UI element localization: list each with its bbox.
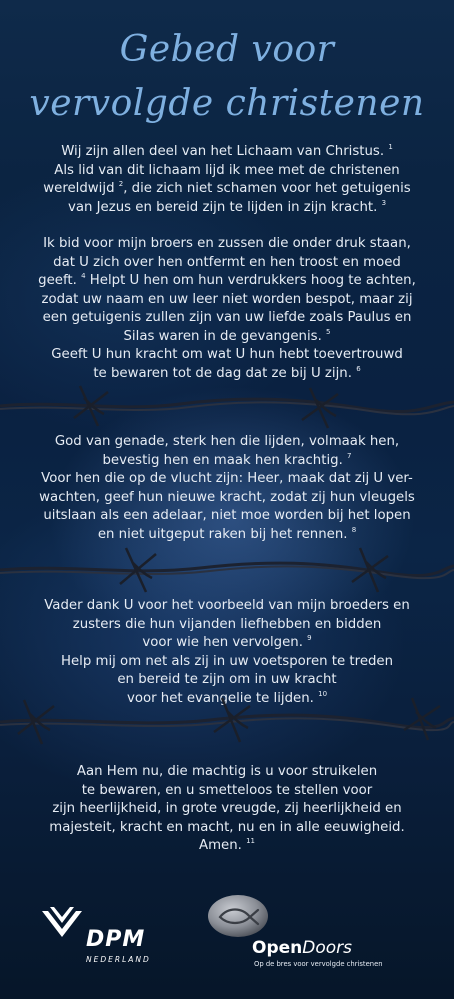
line-text: wachten, geef hun nieuwe kracht, zodat zij hun vleugels [39,489,415,505]
paragraph-1 [0,143,454,217]
open-doors-tagline: Op de bres voor vervolgde christenen [254,960,383,968]
line-text: Aan Hem nu, die machtig is u voor struikelen [76,764,378,779]
line-text: zijn heerlijkheid, in grote vreugde, zij heerlijkheid en [52,801,402,816]
dpm-subtitle: NEDERLAND [86,955,151,964]
line-text: bevestig hen en maak hen krachtig. [102,452,343,468]
paragraph-line [0,597,454,616]
dpm-name: DPM [86,927,146,952]
barbed-wire-divider-2 [0,540,454,600]
line-text: majesteit, kracht en macht, nu en in alle eeuwigheid. [49,819,405,835]
paragraph-line [0,235,454,254]
line-text-continued: Helpt U hen om hun verdrukkers hoog te achten, [85,273,416,288]
line-text: God van genade, sterk hen die lijden, volmaak hen, [54,434,400,449]
paragraph-line [0,309,454,328]
line-text: Voor hen die op de vlucht zijn: Heer, maak dat zij U ver- [41,471,413,486]
dpm-wings-icon [40,905,84,945]
line-text: Help mij om net als zij in uw voetsporen te treden [60,653,394,669]
line-text: Wij zijn allen deel van het Lichaam van Christus. [61,144,385,159]
paragraph-line [0,470,454,489]
paragraph-line [0,763,454,782]
paragraph-line [0,634,454,653]
footnote-marker: 11 [246,837,256,845]
footnote-marker: 6 [356,364,361,373]
paragraph-line [0,782,454,801]
line-text: en niet uitgeput raken bij het rennen. [97,526,348,542]
line-text: te bewaren tot de dag dat ze bij U zijn. [93,365,352,381]
line-text: voor wie hen vervolgen. [142,635,303,650]
line-text: uitslaan als een adelaar, niet moe worden bij het lopen [43,508,411,523]
footnote-marker: 10 [318,689,328,698]
paragraph-2 [0,235,454,383]
line-text: zodat uw naam en uw leer niet worden bespot, maar zij [41,291,413,307]
paragraph-line [0,489,454,508]
line-text: van Jezus en bereid zijn te lijden in zijn kracht. [67,199,378,215]
paragraph-line [0,254,454,273]
line-text: geeft. [38,273,77,288]
line-text: te bewaren, en u smetteloos te stellen voor [81,782,373,798]
paragraph-line [0,291,454,310]
paragraph-line [0,346,454,365]
line-text: Vader dank U voor het voorbeeld van mijn broeders en [44,598,410,613]
paragraph-line [0,272,454,291]
paragraph-line [0,143,454,162]
line-text: zusters die hun vijanden liefhebben en bidden [72,616,382,632]
footnote-marker: 8 [351,525,357,534]
line-text: Als lid van dit lichaam lijd ik mee met de christenen [54,162,400,178]
paragraph-line [0,616,454,635]
paragraph-5 [0,763,454,856]
line-text: dat U zich over hen ontfermt en hen troost en moed [53,254,401,270]
paragraph-line [0,180,454,199]
footnote-marker: 4 [81,272,86,280]
ichthys-fish-stone-icon [206,893,270,939]
title-line-1: Gebed voor [119,29,335,70]
paragraph-line [0,162,454,181]
title-line-2: vervolgde christenen [29,83,425,124]
line-text: Silas waren in de gevangenis. [123,328,322,344]
paragraph-line [0,800,454,819]
open-doors-doors-word: Doors [302,938,353,958]
paragraph-line [0,653,454,672]
line-text-continued: , die zich niet schamen voor het getuigenis [123,181,411,196]
line-text: Amen. [198,838,242,853]
open-doors-open-word: Open [252,938,303,958]
dpm-logo [40,905,170,975]
footnote-marker: 1 [388,143,393,151]
paragraph-line [0,433,454,452]
line-text: wereldwijd [43,181,115,196]
footnote-marker: 9 [307,634,312,642]
paragraph-line [0,328,454,347]
paragraph-line [0,199,454,218]
paragraph-3 [0,433,454,544]
footnote-marker: 3 [381,198,387,207]
line-text: voor het evangelie te lijden. [126,690,314,706]
paragraph-line [0,819,454,838]
line-text: Ik bid voor mijn broers en zussen die onder druk staan, [43,236,411,251]
paragraph-line [0,507,454,526]
barbed-wire-divider-1 [0,378,454,438]
footnote-marker: 2 [118,180,124,188]
paragraph-line [0,671,454,690]
line-text: Geeft U hun kracht om wat U hun hebt toevertrouwd [51,347,403,362]
paragraph-line [0,837,454,856]
footnote-marker: 7 [347,451,352,460]
footnote-marker: 5 [326,327,331,336]
barbed-wire-divider-3 [0,690,454,750]
open-doors-logo [252,938,432,978]
line-text: een getuigenis zullen zijn van uw liefde zoals Paulus en [42,310,412,325]
paragraph-line [0,452,454,471]
line-text: en bereid te zijn om in uw kracht [117,672,337,687]
